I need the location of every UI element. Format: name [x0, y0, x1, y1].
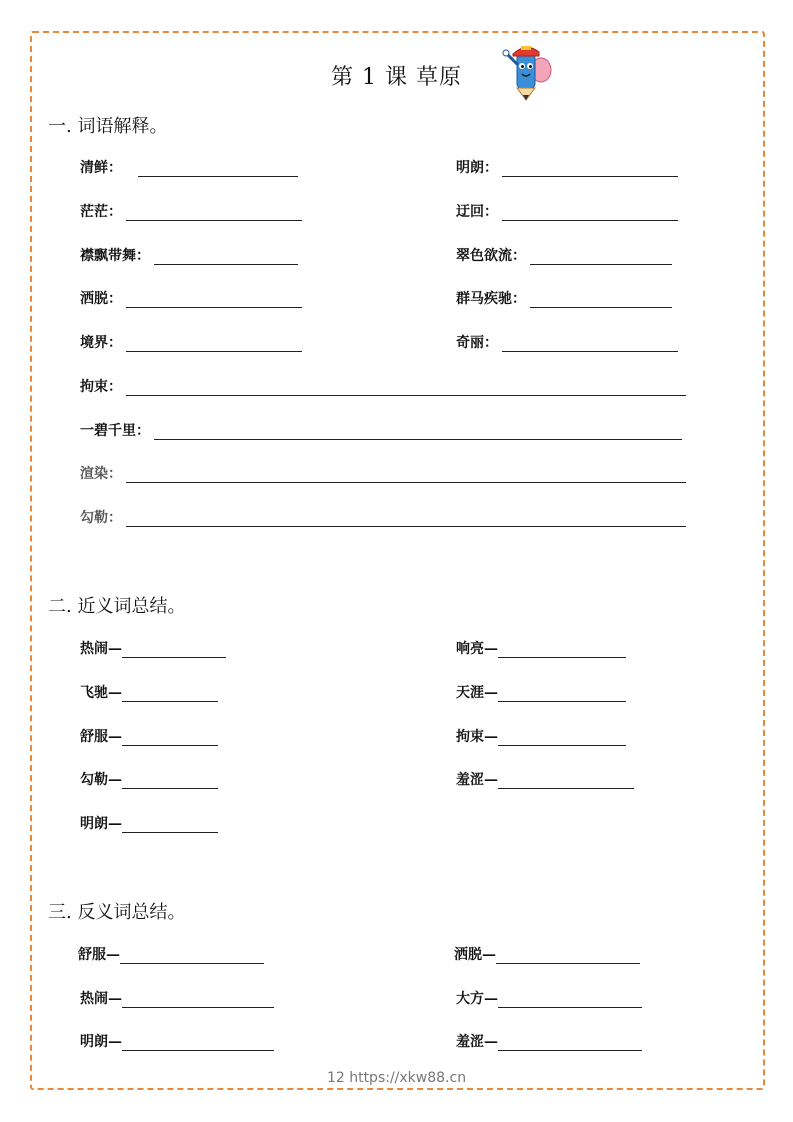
answer-line[interactable]: [154, 425, 682, 440]
answer-line[interactable]: [122, 687, 218, 702]
syn-renao: 热闹—: [80, 638, 226, 658]
answer-line[interactable]: [122, 818, 218, 833]
item-cuise: 翠色欲流：: [456, 245, 672, 265]
item-qunma: 群马疾驰：: [456, 288, 672, 308]
syn-minglang: 明朗—: [80, 813, 218, 833]
answer-line[interactable]: [126, 206, 302, 221]
answer-line[interactable]: [120, 949, 264, 964]
syn-feichi: 飞驰—: [80, 682, 218, 702]
answer-line[interactable]: [530, 293, 672, 308]
syn-tianya: 天涯—: [456, 682, 626, 702]
answer-line[interactable]: [496, 949, 640, 964]
ant-shufu: 舒服—: [78, 944, 264, 964]
ant-renao: 热闹—: [80, 988, 274, 1008]
item-satuo: 洒脱：: [80, 288, 302, 308]
item-mangmang: 茫茫：: [80, 201, 302, 221]
page-border: [30, 31, 765, 1090]
ant-minglang: 明朗—: [80, 1031, 274, 1051]
answer-line[interactable]: [498, 687, 626, 702]
item-qingxian: 清鲜：: [80, 157, 298, 177]
answer-line[interactable]: [498, 774, 634, 789]
syn-xiangliang: 响亮—: [456, 638, 626, 658]
item-jinpiao: 襟飘带舞：: [80, 245, 298, 265]
section-2-heading: 二. 近义词总结。: [48, 596, 186, 617]
answer-line[interactable]: [122, 774, 218, 789]
answer-line[interactable]: [126, 468, 686, 483]
section-3-heading: 三. 反义词总结。: [48, 902, 186, 923]
page-footer: 12 https://xkw88.cn: [326, 1070, 467, 1086]
item-jingjie: 境界：: [80, 332, 302, 352]
answer-line[interactable]: [498, 1036, 642, 1051]
answer-line[interactable]: [126, 293, 302, 308]
item-jushu: 拘束：: [80, 376, 686, 396]
section-1-heading: 一. 词语解释。: [48, 116, 168, 137]
item-qili: 奇丽：: [456, 332, 678, 352]
ant-dafang: 大方—: [456, 988, 642, 1008]
answer-line[interactable]: [154, 250, 298, 265]
answer-line[interactable]: [126, 337, 302, 352]
answer-line[interactable]: [122, 731, 218, 746]
answer-line[interactable]: [122, 643, 226, 658]
answer-line[interactable]: [498, 643, 626, 658]
answer-line[interactable]: [502, 162, 678, 177]
syn-jushu: 拘束—: [456, 726, 626, 746]
answer-line[interactable]: [498, 993, 642, 1008]
answer-line[interactable]: [502, 206, 678, 221]
item-xuanran: 渲染：: [80, 463, 686, 483]
syn-shufu: 舒服—: [80, 726, 218, 746]
item-yibi: 一碧千里：: [80, 420, 682, 440]
item-yuhui: 迂回：: [456, 201, 678, 221]
item-minglang: 明朗：: [456, 157, 678, 177]
ant-xiuse: 羞涩—: [456, 1031, 642, 1051]
answer-line[interactable]: [122, 1036, 274, 1051]
answer-line[interactable]: [126, 512, 686, 527]
answer-line[interactable]: [138, 162, 298, 177]
syn-xiuse: 羞涩—: [456, 769, 634, 789]
pencil-mascot-icon: [499, 40, 559, 102]
answer-line[interactable]: [498, 731, 626, 746]
page-title: 第 1 课 草原: [331, 65, 462, 90]
item-goule: 勾勒：: [80, 507, 686, 527]
answer-line[interactable]: [502, 337, 678, 352]
answer-line[interactable]: [126, 381, 686, 396]
syn-goule: 勾勒—: [80, 769, 218, 789]
answer-line[interactable]: [122, 993, 274, 1008]
answer-line[interactable]: [530, 250, 672, 265]
ant-satuo: 洒脱—: [454, 944, 640, 964]
